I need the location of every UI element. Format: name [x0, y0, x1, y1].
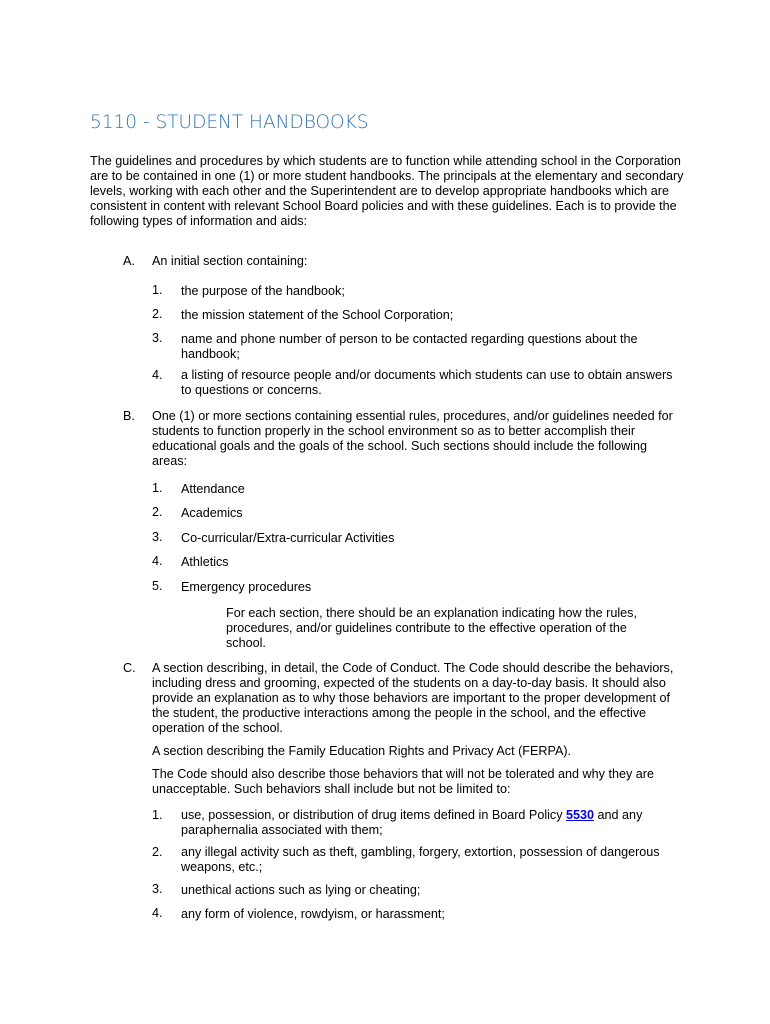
- section-b-note: For each section, there should be an explanation indicating how the rules, procedures, and/or guidelines contribute to the effective operation of the school.: [226, 606, 637, 650]
- section-a-item-4-number: 4.: [152, 368, 163, 382]
- section-b-item-1-text: Attendance: [181, 482, 245, 496]
- section-c-item-2-text: any illegal activity such as theft, gambling, forgery, extortion, possession of dangerous weapons, etc.;: [181, 845, 660, 874]
- section-b-item-4-number: 4.: [152, 554, 163, 568]
- section-b-item-1-number: 1.: [152, 481, 163, 495]
- section-c-item-2-number: 2.: [152, 845, 163, 859]
- section-a-item-1-number: 1.: [152, 283, 163, 297]
- section-a-item-3-text: name and phone number of person to be contacted regarding questions about the handbook;: [181, 332, 638, 361]
- section-c-item-3-text: unethical actions such as lying or cheating;: [181, 883, 421, 897]
- section-c-item-1-text: [181, 808, 681, 838]
- intro-paragraph: The guidelines and procedures by which students are to function while attending school in the Corporation are to be contained in one (1) or more student handbooks. The principals at the elementary and secondary levels, working with each other and the Superintendent are to develop appropriate handbooks which are consistent in content with relevant School Board policies and with these guidelines. Each is to provide the following types of information and aids:: [90, 154, 684, 228]
- section-b-item-4-text: Athletics: [181, 555, 229, 569]
- section-b-letter: B.: [123, 409, 135, 423]
- section-c-letter: C.: [123, 661, 136, 675]
- section-a-item-4-text: a listing of resource people and/or documents which students can use to obtain answers to questions or concerns.: [181, 368, 673, 397]
- section-b-item-3-text: Co-curricular/Extra-curricular Activities: [181, 531, 395, 545]
- section-b-item-2-text: Academics: [181, 506, 243, 520]
- section-b-text: One (1) or more sections containing essential rules, procedures, and/or guidelines needed for students to function properly in the school environment so as to better accomplish their educational goals and the goals of the school. Such sections should include the following areas:: [152, 409, 673, 468]
- section-c-item-1-number: 1.: [152, 808, 163, 822]
- section-c-item-4-number: 4.: [152, 906, 163, 920]
- section-b-item-5-number: 5.: [152, 579, 163, 593]
- section-a-text: An initial section containing:: [152, 254, 308, 268]
- section-c-ferpa: A section describing the Family Education Rights and Privacy Act (FERPA).: [152, 744, 572, 758]
- section-c-text: A section describing, in detail, the Code of Conduct. The Code should describe the behaviors, including dress and grooming, expected of the students on a day-to-day basis. It should also provide an explanation as to why those behaviors are important to the proper development of the student, the productive interactions among the people in the school, and the effective operation of the school.: [152, 661, 674, 735]
- policy-5530-link[interactable]: 5530: [566, 808, 595, 822]
- section-a-item-1-text: the purpose of the handbook;: [181, 284, 345, 298]
- section-b-item-3-number: 3.: [152, 530, 163, 544]
- section-c-item-1-text-before: use, possession, or distribution of drug items defined in Board Policy: [181, 808, 567, 822]
- section-a-item-2-text: the mission statement of the School Corporation;: [181, 308, 454, 322]
- section-c-code-text: The Code should also describe those behaviors that will not be tolerated and why they are unacceptable. Such behaviors shall include but not be limited to:: [152, 767, 654, 796]
- section-a-letter: A.: [123, 254, 135, 268]
- section-c-item-4-text: any form of violence, rowdyism, or harassment;: [181, 907, 445, 921]
- section-a-item-3-number: 3.: [152, 331, 163, 345]
- section-b-item-5-text: Emergency procedures: [181, 580, 312, 594]
- section-a-item-2-number: 2.: [152, 307, 163, 321]
- section-b-item-2-number: 2.: [152, 505, 163, 519]
- page-title: 5110 - STUDENT HANDBOOKS: [90, 112, 369, 133]
- section-c-item-1-text-after: and any paraphernalia associated with them;: [181, 808, 643, 837]
- section-c-item-3-number: 3.: [152, 882, 163, 896]
